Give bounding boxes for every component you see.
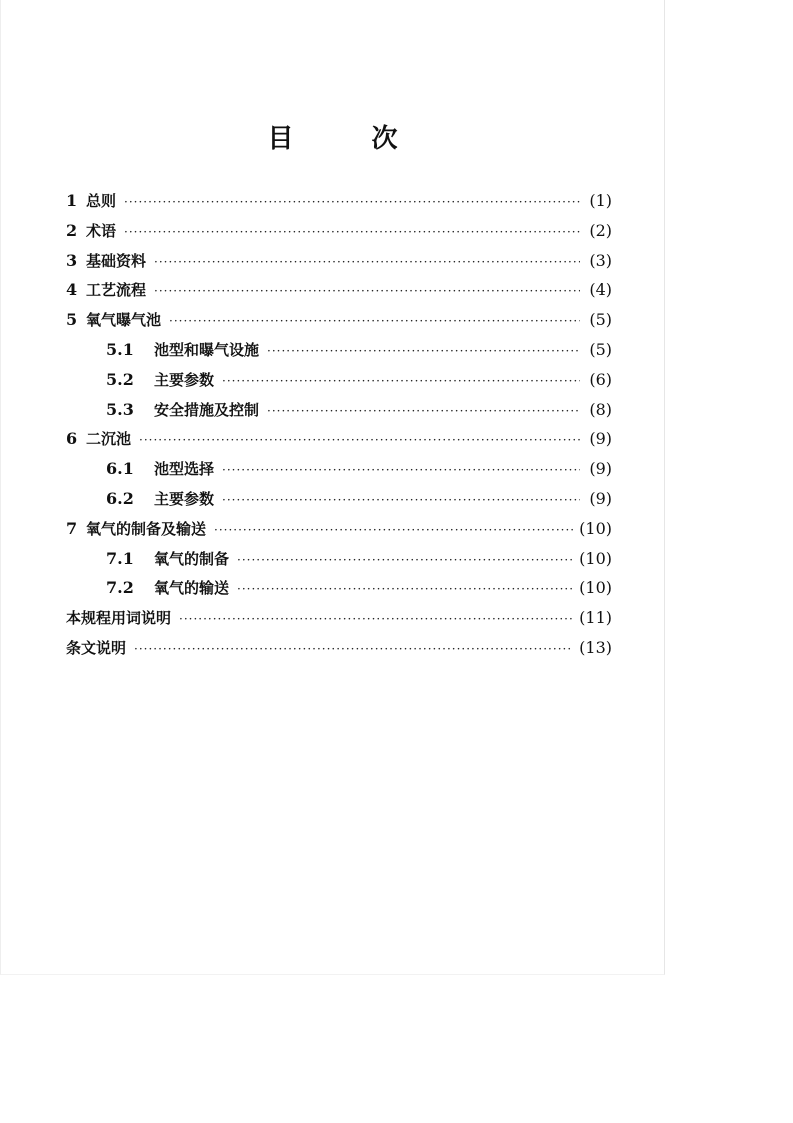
toc-entry-page: (10) (579, 518, 612, 538)
dot-leader (222, 367, 580, 397)
toc-entry-number: 5.3 (106, 399, 134, 419)
toc-entry-number: 5 (66, 310, 78, 330)
toc-entry-title: 本规程用词说明 (66, 609, 172, 628)
toc-entry-page: (4) (589, 280, 612, 300)
toc-entry-clause-explanation (66, 633, 612, 663)
page-title (1, 118, 664, 155)
toc-entry-page: (8) (589, 399, 612, 419)
toc-entry-5-1 (66, 335, 612, 365)
dot-leader (267, 397, 580, 427)
toc-entry-number: 1 (66, 191, 78, 210)
toc-entry-title: 主要参数 (154, 370, 215, 389)
toc-entry-page: (10) (579, 578, 612, 598)
toc-entry-3 (66, 246, 612, 276)
toc-entry-title: 氧气曝气池 (86, 311, 162, 330)
toc-entry-wording-explanation (66, 603, 612, 633)
toc-entry-title: 总则 (86, 192, 117, 210)
toc-entry-title: 池型选择 (154, 460, 215, 479)
dot-leader (124, 218, 580, 248)
toc-entry-4 (66, 275, 612, 305)
toc-entry-title: 术语 (86, 221, 117, 240)
dot-leader (267, 337, 580, 367)
toc-entry-number: 7.2 (106, 578, 134, 598)
toc-entry-number: 7.1 (106, 548, 134, 568)
toc-entry-7 (66, 514, 612, 544)
toc-entry-page: (9) (589, 459, 612, 479)
toc-entry-5-3 (66, 395, 612, 425)
dot-leader (169, 307, 580, 337)
dot-leader (214, 516, 573, 546)
toc-entry-number: 7 (66, 518, 78, 538)
toc-entry-number: 5.1 (106, 339, 134, 359)
toc-entry-title: 基础资料 (86, 251, 147, 270)
toc-entry-title: 工艺流程 (86, 281, 147, 300)
toc-entry-title: 氧气的制备及输送 (86, 519, 207, 538)
dot-leader (154, 248, 580, 278)
toc-entry-page: (9) (589, 429, 612, 449)
toc-entry-7-2 (66, 573, 612, 603)
toc-entry-page: (11) (579, 608, 612, 628)
toc-entry-page: (2) (589, 220, 612, 240)
toc-entry-number: 3 (66, 250, 78, 270)
toc-entry-5 (66, 305, 612, 335)
toc-entry-page: (10) (579, 548, 612, 568)
toc-entry-number: 2 (66, 220, 78, 240)
toc-entry-7-1 (66, 544, 612, 574)
toc-entry-page: (5) (589, 339, 612, 359)
toc-entry-6 (66, 424, 612, 454)
dot-leader (222, 486, 580, 516)
dot-leader (134, 635, 573, 665)
toc-entry-page: (5) (589, 310, 612, 330)
dot-leader (237, 546, 573, 576)
toc-entry-number: 6.1 (106, 459, 134, 479)
toc-entry-title: 二沉池 (86, 430, 132, 449)
toc-entry-number: 5.2 (106, 369, 134, 389)
table-of-contents (66, 186, 612, 663)
toc-entry-5-2 (66, 365, 612, 395)
toc-entry-number: 6 (66, 429, 78, 449)
toc-entry-6-1 (66, 454, 612, 484)
toc-entry-title: 氧气的输送 (154, 579, 230, 598)
toc-entry-6-2 (66, 484, 612, 514)
toc-entry-title: 安全措施及控制 (154, 400, 260, 419)
toc-entry-1 (66, 186, 612, 216)
toc-entry-title: 氧气的制备 (154, 549, 230, 568)
toc-entry-page: (1) (589, 191, 612, 210)
toc-entry-title: 池型和曝气设施 (154, 340, 260, 359)
title-char-right: 次 (371, 124, 398, 154)
toc-entry-2 (66, 216, 612, 246)
toc-entry-number: 6.2 (106, 488, 134, 508)
dot-leader (237, 575, 573, 605)
dot-leader (124, 188, 580, 218)
toc-entry-page: (6) (589, 369, 612, 389)
dot-leader (139, 426, 580, 456)
toc-entry-title: 主要参数 (154, 489, 215, 508)
toc-entry-title: 条文说明 (66, 638, 127, 657)
dot-leader (222, 456, 580, 486)
toc-entry-page: (13) (579, 637, 612, 657)
toc-entry-number: 4 (66, 280, 78, 300)
dot-leader (154, 277, 580, 307)
title-char-left: 目 (267, 124, 294, 154)
toc-entry-page: (9) (589, 488, 612, 508)
toc-entry-page: (3) (589, 250, 612, 270)
dot-leader (179, 605, 573, 635)
